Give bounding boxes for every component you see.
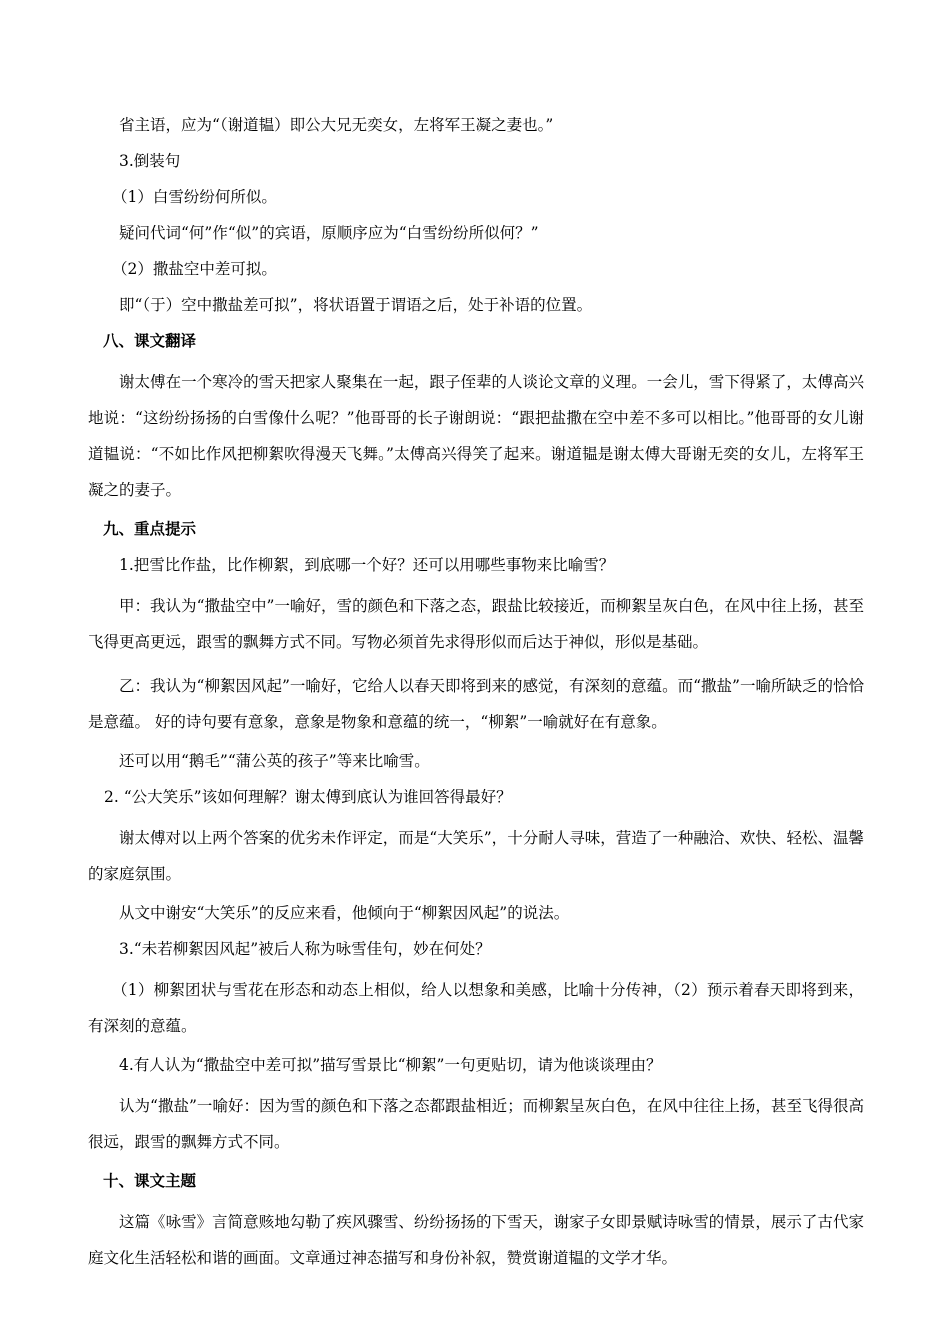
question-2: 2. “公大笑乐”该如何理解？谢太傅到底认为谁回答得最好？ [104, 788, 512, 806]
answer-1-more: 还可以用“鹅毛”“蒲公英的孩子”等来比喻雪。 [119, 752, 430, 770]
text-line: 即“（于）空中撒盐差可拟”，将状语置于谓语之后，处于补语的位置。 [119, 296, 593, 314]
question-3: 3.“未若柳絮因风起”被后人称为咏雪佳句，妙在何处？ [119, 940, 491, 958]
answer-4: 认为“撒盐”一喻好：因为雪的颜色和下落之态都跟盐相近；而柳絮呈灰白色，在风中往往上扬，甚至飞得很高很远，跟雪的飘舞方式不同。 [88, 1097, 864, 1151]
section-heading-key-points: 九、重点提示 [103, 520, 197, 538]
section-heading-theme: 十、课文主题 [103, 1172, 197, 1190]
text-line: （1）白雪纷纷何所似。 [112, 188, 277, 206]
answer-1-yi: 乙：我认为“柳絮因风起”一喻好，它给人以春天即将到来的感觉，有深刻的意蕴。而“撒盐”一喻所缺乏的恰恰是意蕴。 好的诗句要有意象，意象是物象和意蕴的统一，“柳絮”一喻就好在有意象。 [88, 677, 864, 731]
text-line: 3.倒装句 [119, 152, 181, 170]
question-1: 1.把雪比作盐，比作柳絮，到底哪一个好？还可以用哪些事物来比喻雪？ [119, 556, 615, 574]
text-line: （2）撒盐空中差可拟。 [112, 260, 277, 278]
answer-1-jia: 甲：我认为“撒盐空中”一喻好，雪的颜色和下落之态，跟盐比较接近，而柳絮呈灰白色，在风中往上扬，甚至飞得更高更远，跟雪的飘舞方式不同。写物必须首先求得形似而后达于神似，形似是基础。 [88, 597, 864, 651]
text-line: 省主语，应为“（谢道韫）即公大兄无奕女，左将军王凝之妻也。” [119, 116, 554, 134]
answer-2-part-1: 谢太傅对以上两个答案的优劣未作评定，而是“大笑乐”，十分耐人寻味，营造了一种融洽、欢快、轻松、温馨的家庭氛围。 [88, 829, 864, 883]
document-page [88, 112, 864, 1276]
answer-3: （1）柳絮团状与雪花在形态和动态上相似，给人以想象和美感，比喻十分传神，（2）预示着春天即将到来，有深刻的意蕴。 [88, 981, 864, 1035]
question-4: 4.有人认为“撒盐空中差可拟”描写雪景比“柳絮”一句更贴切，请为他谈谈理由？ [119, 1056, 662, 1074]
answer-2-part-2: 从文中谢安“大笑乐”的反应来看，他倾向于“柳絮因风起”的说法。 [119, 904, 570, 922]
section-heading-translation: 八、课文翻译 [103, 332, 197, 350]
translation-paragraph: 谢太傅在一个寒冷的雪天把家人聚集在一起，跟子侄辈的人谈论文章的义理。一会儿，雪下得紧了，太傅高兴地说：“这纷纷扬扬的白雪像什么呢？”他哥哥的长子谢朗说：“跟把盐撒在空中差不多可以相比。”他哥哥的女儿谢道韫说：“不如比作风把柳絮吹得漫天飞舞。”太傅高兴得笑了起来。谢道韫是谢太傅大哥谢无奕的女儿，左将军王凝之的妻子。 [88, 373, 864, 499]
theme-paragraph: 这篇《咏雪》言简意赅地勾勒了疾风骤雪、纷纷扬扬的下雪天，谢家子女即景赋诗咏雪的情景，展示了古代家庭文化生活轻松和谐的画面。文章通过神态描写和身份补叙，赞赏谢道韫的文学才华。 [88, 1213, 864, 1267]
text-line: 疑问代词“何”作“似”的宾语，原顺序应为“白雪纷纷所似何？” [119, 224, 539, 242]
